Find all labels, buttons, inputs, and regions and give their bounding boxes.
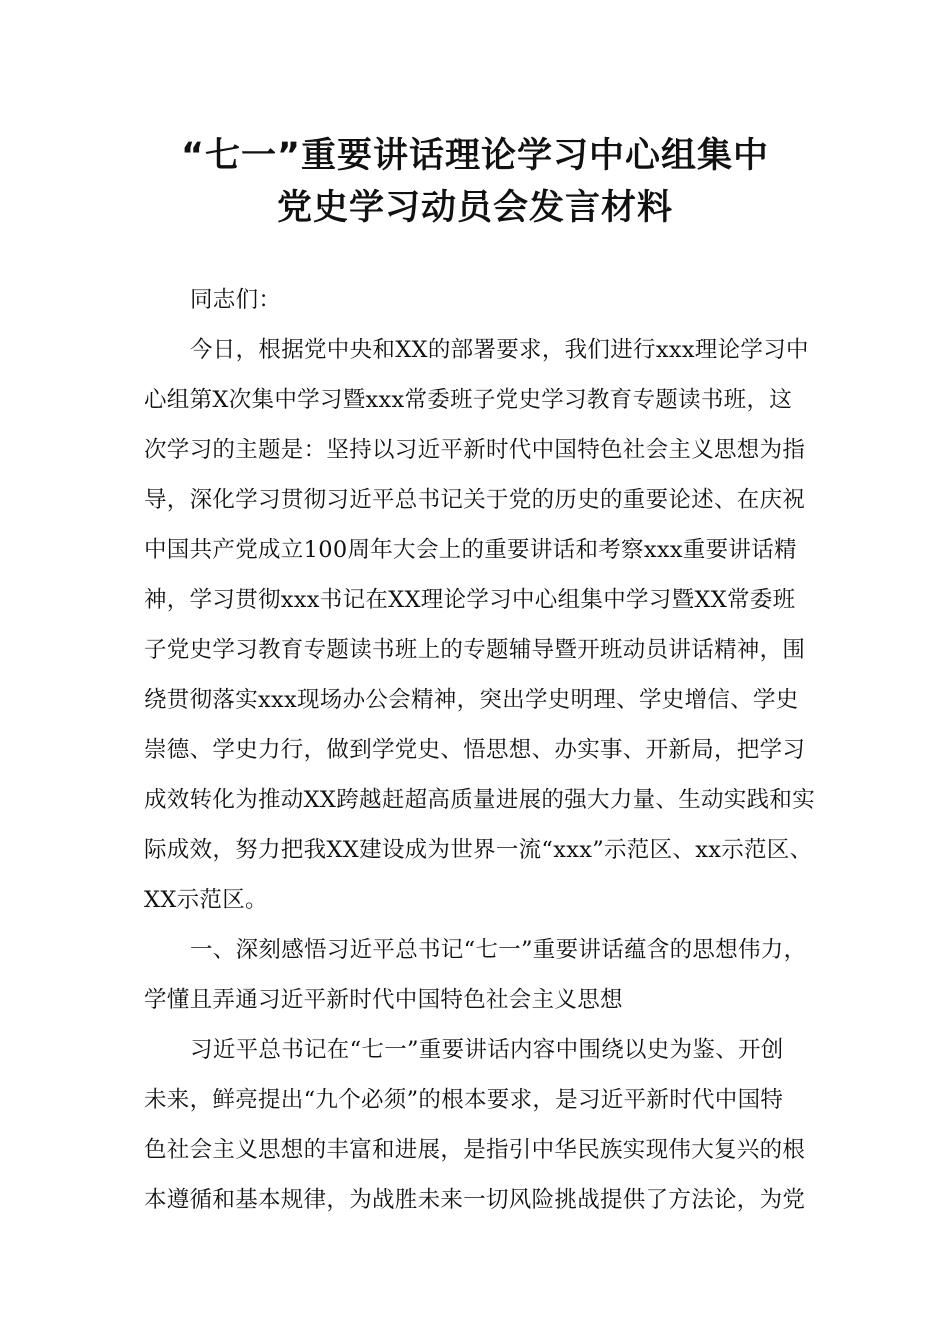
body-line: XX示范区。 [144,887,268,913]
document-title-line-2: 党史学习动员会发言材料 [276,188,673,228]
body-line: 子党史学习教育专题读书班上的专题辅导暨开班动员讲话精神，围 [144,637,806,663]
body-line: 导，深化学习贯彻习近平总书记关于党的历史的重要论述、在庆祝 [144,487,806,513]
body-line: 中国共产党成立100周年大会上的重要讲话和考察xxx重要讲话精 [144,537,797,563]
body-line: 习近平总书记在“七一”重要讲话内容中围绕以史为鉴、开创 [190,1037,784,1063]
section-heading-1: 一、深刻感悟习近平总书记“七一”重要讲话蕴含的思想伟力， [190,937,807,963]
body-line: 本遵循和基本规律，为战胜未来一切风险挑战提供了方法论，为党 [144,1187,806,1213]
body-line: 成效转化为推动XX跨越赶超高质量进展的强大力量、生动实践和实 [144,787,816,813]
salutation: 同志们： [190,287,282,313]
body-line: 崇德、学史力行，做到学党史、悟思想、办实事、开新局，把学习 [144,737,806,763]
body-line: 色社会主义思想的丰富和进展，是指引中华民族实现伟大复兴的根 [144,1137,806,1163]
section-heading-1-cont: 学懂且弄通习近平新时代中国特色社会主义思想 [144,987,623,1013]
body-line: 未来，鲜亮提出“九个必须”的根本要求，是习近平新时代中国特 [144,1087,784,1113]
body-line: 神，学习贯彻xxx书记在XX理论学习中心组集中学习暨XX常委班 [144,587,796,613]
document-title-line-1: “七一”重要讲话理论学习中心组集中 [180,136,769,176]
body-line: 次学习的主题是：坚持以习近平新时代中国特色社会主义思想为指 [144,437,806,463]
body-line: 心组第X次集中学习暨xxx常委班子党史学习教育专题读书班，这 [144,387,793,413]
body-line: 今日，根据党中央和XX的部署要求，我们进行xxx理论学习中 [190,337,809,363]
body-line: 际成效，努力把我XX建设成为世界一流“xxx”示范区、xx示范区、 [144,837,813,863]
body-line: 绕贯彻落实xxx现场办公会精神，突出学史明理、学史增信、学史 [144,687,799,713]
